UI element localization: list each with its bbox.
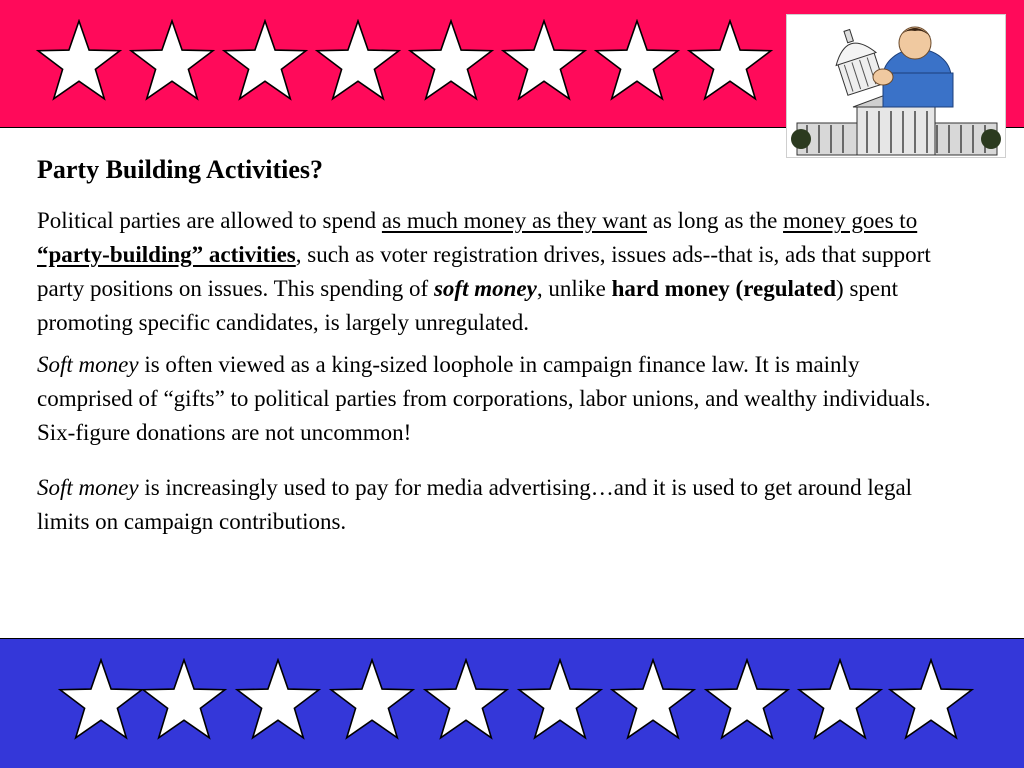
slide-content — [37, 150, 937, 539]
p1-close-paren: ) — [836, 276, 844, 301]
star-icon — [421, 658, 511, 748]
star-icon — [685, 19, 775, 109]
p1-text-2: as long as the — [646, 208, 784, 233]
party-building-paragraph — [37, 204, 937, 340]
star-icon — [515, 658, 605, 748]
p1-underline-activities: “party-building” activities — [37, 242, 296, 267]
star-icon — [795, 658, 885, 748]
star-icon — [702, 658, 792, 748]
p3-text: is increasingly used to pay for media advertising…and it is used to get around legal limits on campaign contributions. — [37, 475, 913, 534]
star-icon — [127, 19, 217, 109]
bottom-banner — [0, 638, 1024, 768]
star-icon — [608, 658, 698, 748]
p2-soft-money-term: Soft money — [37, 352, 139, 377]
star-icon — [886, 658, 976, 748]
p1-text-5: spent promoting specific candidates, is largely unregulated. — [37, 276, 899, 335]
p1-text-3: , such as voter registration drives, issues ads--that is, ads that support party positions on issues. This spending of — [37, 242, 931, 301]
p1-soft-money-italic: soft money — [433, 276, 537, 301]
star-icon — [499, 19, 589, 109]
star-icon — [327, 658, 417, 748]
star-icon — [592, 19, 682, 109]
p1-soft-money-term — [434, 276, 537, 301]
star-icon — [56, 658, 146, 748]
p2-text: is often viewed as a king-sized loophole in campaign finance law. It is mainly comprised of “gifts” to political parties from corporations, labor unions, and wealthy individuals. Six-figure donations are not uncommon! — [37, 352, 931, 445]
p3-soft-money-term: Soft money — [37, 475, 139, 500]
star-icon — [220, 19, 310, 109]
advertising-paragraph — [37, 471, 937, 539]
p1-text-4: , unlike — [536, 276, 612, 301]
star-icon — [34, 19, 124, 109]
star-icon — [406, 19, 496, 109]
p1-underline-goes-text: money goes to — [783, 208, 918, 233]
star-icon — [139, 658, 229, 748]
p1-underline-spend: as much money as they want — [381, 208, 647, 233]
slide-title: Party Building Activities? — [37, 155, 323, 184]
capitol-building-lift-icon — [786, 14, 1006, 158]
p1-text-1: Political parties are allowed to spend — [37, 208, 382, 233]
p1-hard-money-term: hard money (regulated — [611, 276, 837, 301]
loophole-paragraph — [37, 348, 937, 450]
star-icon — [313, 19, 403, 109]
star-icon — [233, 658, 323, 748]
